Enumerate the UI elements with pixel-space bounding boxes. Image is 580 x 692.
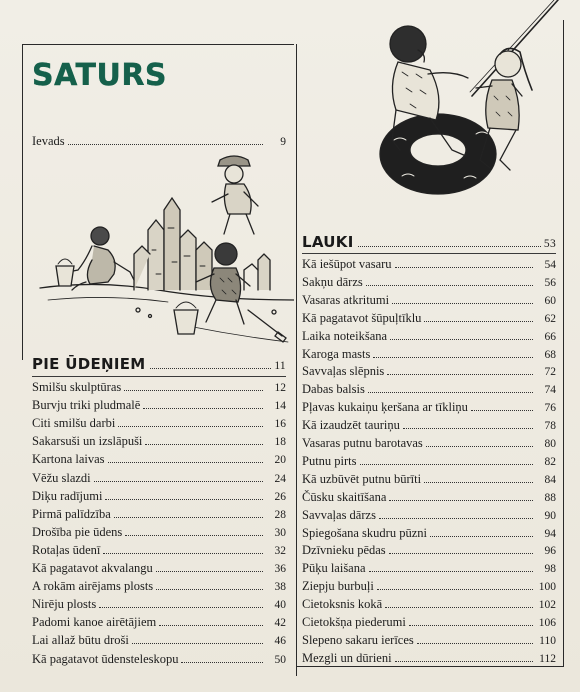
- toc-row: [302, 257, 556, 272]
- toc-row: [302, 382, 556, 397]
- toc-page: 72: [544, 366, 556, 379]
- toc-page: 28: [274, 508, 286, 521]
- toc-label: Kartona laivas: [32, 452, 105, 467]
- toc-row: [32, 452, 286, 467]
- toc-row: [302, 472, 556, 487]
- dot-leader: [385, 607, 533, 608]
- toc-label: Kā pagatavot akvalangu: [32, 561, 153, 575]
- dot-leader: [105, 499, 263, 500]
- dot-leader: [156, 589, 263, 590]
- dot-leader: [150, 368, 272, 369]
- dot-leader: [430, 536, 533, 537]
- dot-leader: [108, 462, 263, 463]
- section-page: 11: [274, 360, 286, 372]
- toc-row: [302, 436, 556, 451]
- section-rule: [32, 376, 286, 377]
- dot-leader: [403, 428, 533, 429]
- toc-label: Sakarsuši un izslāpuši: [32, 434, 143, 449]
- toc-page: 12: [274, 382, 286, 394]
- dot-leader: [103, 553, 263, 554]
- dot-leader: [68, 144, 263, 145]
- toc-label: Nirēju plosts: [32, 597, 97, 612]
- dot-leader: [379, 518, 533, 519]
- toc-row: [302, 275, 556, 290]
- toc-row: [32, 597, 286, 612]
- toc-label: Burvju triki pludmalē: [32, 398, 141, 413]
- toc-page: 32: [274, 544, 286, 557]
- section-header-pie-udeniem: [32, 355, 286, 373]
- toc-label: Pļavas kukaiņu ķeršana ar tīkliņu: [302, 400, 468, 415]
- toc-label: Vasaras putnu barotavas: [302, 436, 423, 450]
- toc-row: [32, 652, 286, 667]
- toc-label: Kā pagatavot šūpuļtīklu: [302, 310, 422, 325]
- dot-leader: [366, 285, 533, 286]
- toc-row: [32, 489, 286, 504]
- toc-page: 112: [539, 652, 556, 665]
- toc-page: 26: [274, 490, 286, 503]
- toc-row: [32, 507, 286, 522]
- dot-leader: [426, 446, 533, 447]
- toc-page: 98: [544, 563, 556, 576]
- dot-leader: [377, 589, 533, 590]
- toc-label: Citi smilšu darbi: [32, 416, 116, 431]
- dot-leader: [390, 339, 533, 340]
- dot-leader: [368, 392, 533, 393]
- dot-leader: [392, 303, 533, 304]
- dot-leader: [132, 643, 263, 644]
- dot-leader: [156, 571, 263, 572]
- toc-label: Kā pagatavot ūdensteleskopu: [32, 651, 179, 666]
- dot-leader: [395, 661, 533, 662]
- toc-label: Padomi kanoe airētājiem: [32, 615, 157, 630]
- toc-row: [302, 508, 556, 523]
- dot-leader: [159, 625, 263, 626]
- dot-leader: [181, 662, 263, 663]
- dot-leader: [358, 246, 541, 247]
- dot-leader: [114, 517, 263, 518]
- toc-label: Lai allaž būtu droši: [32, 633, 129, 648]
- toc-page: 30: [274, 526, 286, 539]
- toc-row: [302, 579, 556, 594]
- toc-label: Smilšu skulptūras: [32, 380, 122, 394]
- column-divider: [296, 44, 297, 676]
- toc-row: [302, 311, 556, 326]
- toc-row: [302, 400, 556, 415]
- toc-label: Savvaļas slēpnis: [302, 364, 385, 379]
- toc-row: [302, 418, 556, 433]
- frame-left-rule: [22, 44, 23, 360]
- toc-label: Vēžu slazdi: [32, 470, 91, 485]
- frame-bottom-rule: [296, 666, 564, 667]
- toc-page: 82: [544, 455, 556, 468]
- dot-leader: [424, 482, 533, 483]
- dot-leader: [395, 267, 533, 268]
- toc-page: 80: [544, 438, 556, 450]
- toc-page: 94: [544, 527, 556, 540]
- toc-label: Putnu pirts: [302, 453, 357, 468]
- toc-row: [32, 543, 286, 558]
- toc-label: Vasaras atkritumi: [302, 292, 390, 307]
- toc-label: Ievads: [32, 134, 65, 148]
- dot-leader: [387, 374, 533, 375]
- dot-leader: [360, 464, 533, 465]
- toc-row: [302, 490, 556, 505]
- dot-leader: [118, 426, 263, 427]
- toc-page: 14: [274, 400, 286, 413]
- toc-page: 78: [544, 420, 556, 433]
- toc-label: Dabas balsis: [302, 382, 365, 397]
- toc-page: 100: [538, 581, 556, 594]
- section-title: LAUKI: [302, 233, 354, 251]
- toc-page: 102: [538, 599, 556, 612]
- toc-page: 54: [544, 259, 556, 271]
- toc-row: [302, 347, 556, 362]
- toc-row: [302, 597, 556, 612]
- dot-leader: [143, 408, 263, 409]
- toc-label: Slepeno sakaru ierīces: [302, 632, 414, 647]
- toc-row: [32, 579, 286, 594]
- dot-leader: [125, 535, 263, 536]
- toc-row: [302, 454, 556, 469]
- dot-leader: [94, 481, 263, 482]
- toc-label: Cietokšņa piederumi: [302, 615, 406, 629]
- toc-label: Kā iešūpot vasaru: [302, 257, 392, 271]
- toc-row: [32, 434, 286, 449]
- toc-label: Kā izaudzēt tauriņu: [302, 418, 400, 433]
- dot-leader: [369, 571, 533, 572]
- page-title: SATURS: [32, 58, 168, 93]
- toc-page: 24: [274, 472, 286, 485]
- frame-right-rule: [563, 20, 564, 666]
- toc-label: Sakņu dārzs: [302, 274, 363, 289]
- section-page: 53: [543, 238, 556, 250]
- dot-leader: [471, 410, 533, 411]
- section-title: PIE ŪDEŅIEM: [32, 355, 146, 373]
- toc-page: 88: [544, 491, 556, 504]
- dot-leader: [389, 553, 533, 554]
- toc-row: [302, 561, 556, 576]
- dot-leader: [145, 444, 263, 445]
- toc-row: [302, 364, 556, 379]
- toc-row: [32, 633, 286, 648]
- dot-leader: [417, 643, 533, 644]
- toc-label: Rotaļas ūdenī: [32, 542, 101, 557]
- toc-row-intro: [32, 134, 286, 149]
- toc-row: [32, 398, 286, 413]
- toc-label: Diķu radījumi: [32, 488, 103, 503]
- toc-page: 96: [544, 545, 556, 558]
- toc-page: 36: [274, 563, 286, 575]
- toc-page: 46: [274, 635, 286, 648]
- dot-leader: [389, 500, 533, 501]
- frame-top-rule: [22, 44, 294, 45]
- toc-page: 66: [544, 330, 556, 343]
- toc-row: [302, 633, 556, 648]
- toc-page: 9: [280, 136, 286, 148]
- toc-page: 50: [274, 653, 286, 666]
- toc-label: Mezgli un dūrieni: [302, 650, 392, 665]
- dot-leader: [409, 625, 533, 626]
- toc-label: Cietoksnis kokā: [302, 597, 383, 612]
- section-rule: [302, 253, 556, 254]
- toc-row: [302, 329, 556, 344]
- toc-page: 74: [544, 384, 556, 397]
- toc-label: Ziepju burbuļi: [302, 579, 374, 594]
- toc-page: 20: [274, 454, 286, 467]
- toc-page: 38: [274, 581, 286, 594]
- toc-page: 76: [544, 402, 556, 415]
- tire-swing-illustration: [372, 0, 562, 205]
- toc-page: 90: [544, 509, 556, 522]
- toc-page: 68: [544, 348, 556, 361]
- toc-row: [32, 471, 286, 486]
- toc-label: A rokām airējams plosts: [32, 579, 154, 594]
- dot-leader: [124, 390, 263, 391]
- toc-row: [302, 543, 556, 558]
- toc-label: Čūsku skaitīšana: [302, 489, 387, 504]
- toc-page: 60: [544, 294, 556, 307]
- toc-row: [32, 525, 286, 540]
- toc-page: 18: [274, 436, 286, 449]
- toc-page: 110: [539, 634, 556, 647]
- toc-page: 56: [544, 276, 556, 289]
- toc-row: [302, 526, 556, 541]
- toc-label: Dzīvnieku pēdas: [302, 543, 386, 558]
- toc-label: Pirmā palīdzība: [32, 506, 111, 521]
- section-header-lauki: [302, 233, 556, 251]
- toc-page: 42: [274, 617, 286, 630]
- toc-row: [32, 561, 286, 576]
- toc-row: [302, 293, 556, 308]
- toc-row: [32, 380, 286, 395]
- toc-page: 16: [274, 418, 286, 431]
- sandcastle-illustration: [38, 150, 294, 350]
- toc-page: 106: [538, 617, 556, 629]
- toc-label: Karoga masts: [302, 346, 371, 361]
- toc-row: [302, 651, 556, 666]
- dot-leader: [424, 321, 533, 322]
- toc-label: Drošība pie ūdens: [32, 524, 123, 539]
- toc-row: [32, 416, 286, 431]
- toc-row: [302, 615, 556, 630]
- toc-label: Kā uzbūvēt putnu būrīti: [302, 471, 422, 486]
- toc-page: 40: [274, 599, 286, 612]
- toc-row: [32, 615, 286, 630]
- toc-label: Savvaļas dārzs: [302, 507, 376, 522]
- toc-label: Pūķu laišana: [302, 561, 366, 576]
- dot-leader: [99, 607, 263, 608]
- dot-leader: [373, 357, 533, 358]
- toc-label: Laika noteikšana: [302, 328, 388, 343]
- toc-label: Spiegošana skudru pūzni: [302, 525, 427, 540]
- toc-page: 62: [544, 312, 556, 325]
- toc-page: 84: [544, 473, 556, 486]
